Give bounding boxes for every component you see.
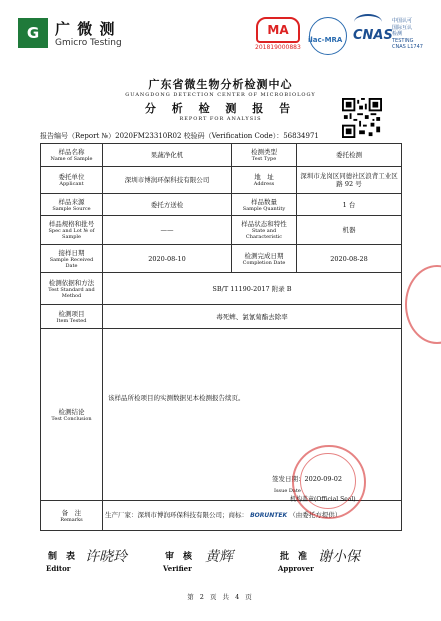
issue-date: 签发日期：2020-09-02 (272, 475, 342, 483)
cnas-side-line: 检测 (392, 31, 403, 37)
brand-name-en: Gmicro Testing (55, 38, 122, 48)
test-standard-value: SB/T 11190-2017 附录 B (103, 273, 402, 305)
cnas-logo: CNAS (353, 28, 393, 43)
sample-source-value: 委托方送检 (103, 194, 232, 216)
report-title: 分 析 检 测 报 告 (144, 102, 297, 115)
cnas-side-line: 国际互认 (392, 24, 413, 31)
sample-name-value: 果蔬净化机 (103, 144, 232, 167)
field-label: 接样日期 Sample Received Date (41, 245, 103, 273)
editor-signature: 许晓玲 (85, 549, 127, 565)
field-label: 检测结论 Test Conclusion (41, 329, 103, 501)
table-row (41, 167, 402, 194)
field-label: 检测项目 Item Tested (41, 305, 103, 329)
field-label: 样品来源 Sample Source (41, 194, 103, 216)
cnas-side-text (392, 18, 423, 51)
table-row (41, 273, 402, 305)
cnas-side-line: 中国认可 (392, 18, 413, 24)
table-row (41, 144, 402, 167)
page-number: 第 2 页 共 4 页 (187, 593, 254, 601)
cnas-side-line: CNAS L1747 (392, 44, 423, 50)
field-label: 样品规格和批号 Spec and Lot № of Sample (41, 216, 103, 245)
table-row (41, 245, 402, 273)
official-seal-icon (300, 453, 356, 509)
side-seal-icon (405, 265, 441, 344)
official-seal-label: 机构盖章(Official Seal) (290, 496, 356, 503)
verifier-signature: 黄辉 (205, 549, 233, 565)
center-title-en: GUANGDONG DETECTION CENTER OF MICROBIOLOGY (125, 92, 316, 98)
remarks-tail: （由委托方提供） (289, 511, 342, 519)
center-title: 广东省微生物分析检测中心 (148, 78, 293, 91)
cma-logo: MA (256, 17, 300, 43)
brand-name-cn: 广 微 测 (55, 20, 116, 38)
field-label: 检测类型 Test Type (232, 144, 297, 167)
verifier-label-en: Verifier (163, 564, 192, 573)
conclusion-text: 该样品所检项目的实测数据见本检测报告续页。 (108, 394, 245, 402)
field-label: 检测依据和方法 Test Standard and Method (41, 273, 103, 305)
field-label: 样品状态和特性 State and Characteristic (232, 216, 297, 245)
completion-date-value: 2020-08-28 (297, 245, 402, 273)
table-row (41, 305, 402, 329)
company-logo: G (18, 18, 48, 48)
applicant-value: 深圳市博润环保科技有限公司 (103, 167, 232, 194)
table-row (41, 194, 402, 216)
brand-logo: BORUNTEK (250, 512, 288, 519)
field-label: 样品数量 Sample Quantity (232, 194, 297, 216)
address-value: 深圳市龙岗区同德社区浪背工业区路 92 号 (297, 167, 402, 194)
field-label: 委托单位 Applicant (41, 167, 103, 194)
report-title-en: REPORT FOR ANALYSIS (179, 116, 262, 122)
table-row (41, 216, 402, 245)
field-label: 检测完成日期 Completion Date (232, 245, 297, 273)
remarks-text: 生产厂家：深圳市博润环保科技有限公司；商标： (105, 511, 248, 519)
ilac-label: ilac-MRA (308, 36, 343, 44)
state-value: 机器 (297, 216, 402, 245)
item-tested-value: 毒死蜱、氯氰菊酯去除率 (103, 305, 402, 329)
received-date-value: 2020-08-10 (103, 245, 232, 273)
editor-label: 制 表 (48, 552, 76, 562)
field-label: 地 址 Address (232, 167, 297, 194)
approver-signature: 谢小保 (318, 549, 360, 565)
issue-date-en: Issue Date (274, 488, 301, 494)
approver-label: 批 准 (280, 552, 308, 562)
approver-label-en: Approver (278, 564, 314, 573)
field-label: 样品名称 Name of Sample (41, 144, 103, 167)
sample-quantity-value: 1 台 (297, 194, 402, 216)
cma-number: 201819000883 (255, 44, 301, 51)
verifier-label: 审 核 (165, 552, 193, 562)
qr-code-icon (342, 98, 382, 138)
editor-label-en: Editor (46, 564, 71, 573)
report-number-line: 报告编号（Report №）2020FM23310R02 校验码（Verification Code）：56834971 (40, 132, 319, 140)
spec-value: —— (103, 216, 232, 245)
field-label: 备 注 Remarks (41, 501, 103, 531)
test-type-value: 委托检测 (297, 144, 402, 167)
cnas-side-line: TESTING (392, 37, 414, 44)
